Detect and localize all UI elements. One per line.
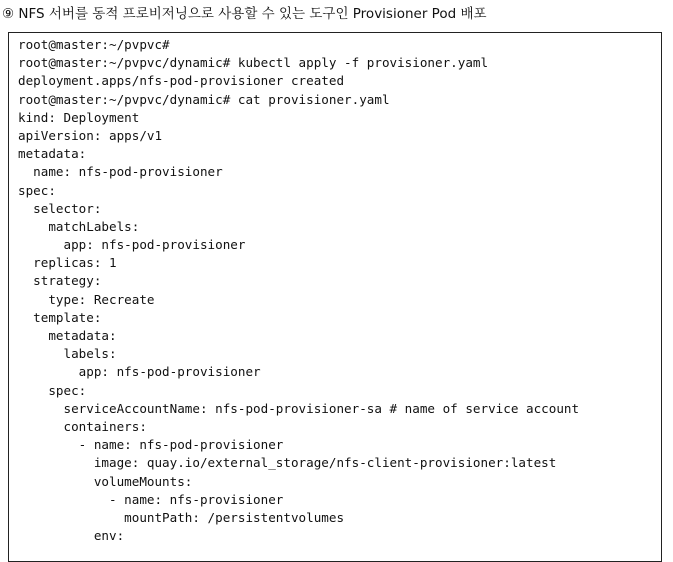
yaml-line: - name: nfs-provisioner [18, 491, 284, 507]
terminal-lines [18, 36, 579, 545]
yaml-line: type: Recreate [18, 291, 155, 307]
yaml-line: metadata: [18, 146, 87, 162]
yaml-line: selector: [18, 200, 102, 216]
yaml-line: name: nfs-pod-provisioner [18, 164, 223, 180]
yaml-line: strategy: [18, 273, 102, 289]
yaml-line: app: nfs-pod-provisioner [18, 237, 246, 253]
yaml-line: containers: [18, 418, 147, 434]
yaml-line: spec: [18, 182, 56, 198]
yaml-line: spec: [18, 382, 87, 398]
terminal-line: deployment.apps/nfs-pod-provisioner created [18, 73, 345, 89]
yaml-line: template: [18, 309, 102, 325]
yaml-line: labels: [18, 346, 117, 362]
yaml-line: metadata: [18, 328, 117, 343]
yaml-line: matchLabels: [18, 218, 140, 234]
terminal-output-box [8, 32, 662, 562]
yaml-line: image: quay.io/external_storage/nfs-client-provisioner:latest [18, 455, 557, 471]
yaml-line: volumeMounts: [18, 473, 193, 489]
yaml-line: replicas: 1 [18, 255, 117, 271]
yaml-line: env: [18, 528, 125, 544]
yaml-line: kind: Deployment [18, 109, 140, 125]
yaml-line: app: nfs-pod-provisioner [18, 364, 261, 380]
terminal-line: root@master:~/pvpvc/dynamic# cat provisioner.yaml [18, 91, 390, 107]
terminal-line: root@master:~/pvpvc# [18, 37, 170, 52]
yaml-line: serviceAccountName: nfs-pod-provisioner-sa # name of service account [18, 400, 580, 416]
yaml-line: mountPath: /persistentvolumes [18, 509, 345, 525]
yaml-line: - name: nfs-pod-provisioner [18, 437, 284, 453]
yaml-line: apiVersion: apps/v1 [18, 127, 163, 143]
terminal-line: root@master:~/pvpvc/dynamic# kubectl apply -f provisioner.yaml [18, 55, 489, 71]
section-heading: ⑨ NFS 서버를 동적 프로비저닝으로 사용할 수 있는 도구인 Provisioner Pod 배포 [2, 6, 487, 22]
